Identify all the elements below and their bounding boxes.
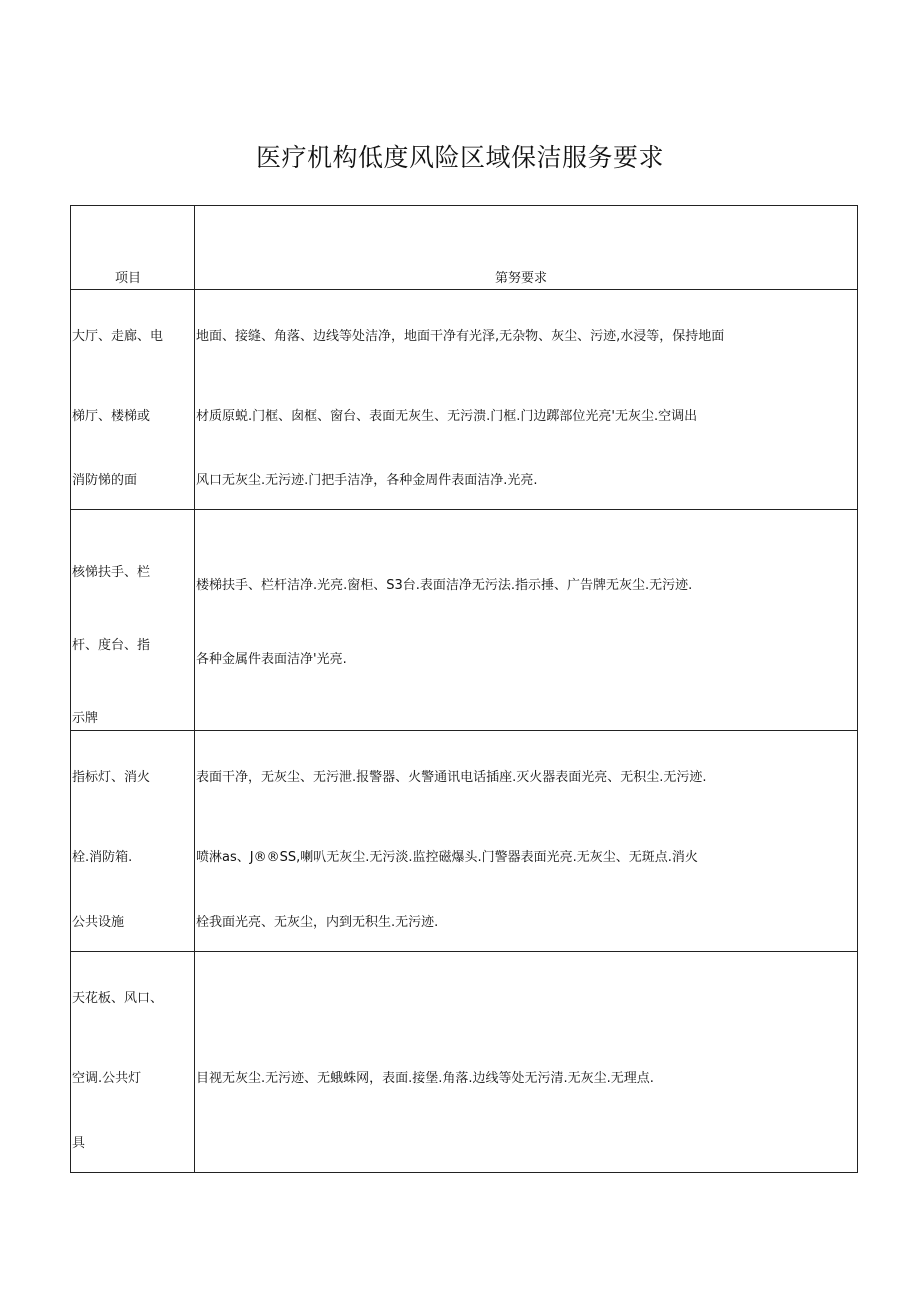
- row2-item-line: 核悌扶手、栏: [72, 565, 151, 580]
- row1-req-line: 材质原蜕.门框、囱框、窗台、表面无灰生、无污溃.门框.门边踯部位光亮'无灰尘.空调出: [196, 409, 698, 424]
- row4-item-line: 具: [72, 1136, 86, 1151]
- row3-req-line: 喷淋as、J®®SS,喇叭无灰尘.无污淡.监控磁爆头.门警器表面光亮.无灰尘、无斑点.消火: [196, 850, 698, 865]
- row3-item-line: 公共设施: [72, 915, 125, 930]
- row1-item-line: 大厅、走廊、电: [72, 329, 164, 344]
- row1-req-line: 风口无灰尘.无污迹.门把手洁净，各种金周件表面洁净.光亮.: [196, 473, 538, 488]
- row-divider: [71, 289, 857, 290]
- row4-item-line: 空调.公共灯: [72, 1071, 142, 1086]
- row4-req-line: 目视无灰尘.无污迹、无蛾蛛网，表面.接堡.角落.边线等处无污清.无灰尘.无理点.: [196, 1071, 654, 1086]
- row-divider: [71, 509, 857, 510]
- row2-item-line: 示牌: [72, 711, 99, 726]
- row3-req-line: 表面干净，无灰尘、无污泄.报警器、火警通讯电话插座.灭火器表面光亮、无积尘.无污迹.: [196, 770, 707, 785]
- row1-req-line: 地面、接缝、角落、边线等处洁净，地面干净有光泽,无杂物、灰尘、污迹,水浸等，保持地面: [196, 329, 725, 344]
- column-divider: [194, 206, 195, 1172]
- header-requirements: 第努要求: [495, 271, 548, 286]
- header-item: 项目: [115, 271, 142, 286]
- row3-req-line: 栓我面光亮、无灰尘，内到无积生.无污迹.: [196, 915, 439, 930]
- row2-req-line: 各种金属件表面洁净'光亮.: [196, 652, 347, 667]
- row3-item-line: 指标灯、消火: [72, 770, 151, 785]
- row2-req-line: 楼梯扶手、栏杆洁净.光亮.窗柜、S3台.表面洁净无污法.指示捶、广告牌无灰尘.无污迹.: [196, 578, 693, 593]
- row1-item-line: 消防悌的面: [72, 473, 138, 488]
- row2-item-line: 杆、度台、指: [72, 638, 151, 653]
- page-title: 医疗机构低度风险区域保洁服务要求: [255, 143, 664, 172]
- row-divider: [71, 951, 857, 952]
- row-divider: [71, 730, 857, 731]
- row3-item-line: 栓.消防箱.: [72, 850, 133, 865]
- row4-item-line: 天花板、风口、: [72, 991, 164, 1006]
- row1-item-line: 梯厅、楼梯或: [72, 409, 151, 424]
- requirements-table: [70, 205, 858, 1173]
